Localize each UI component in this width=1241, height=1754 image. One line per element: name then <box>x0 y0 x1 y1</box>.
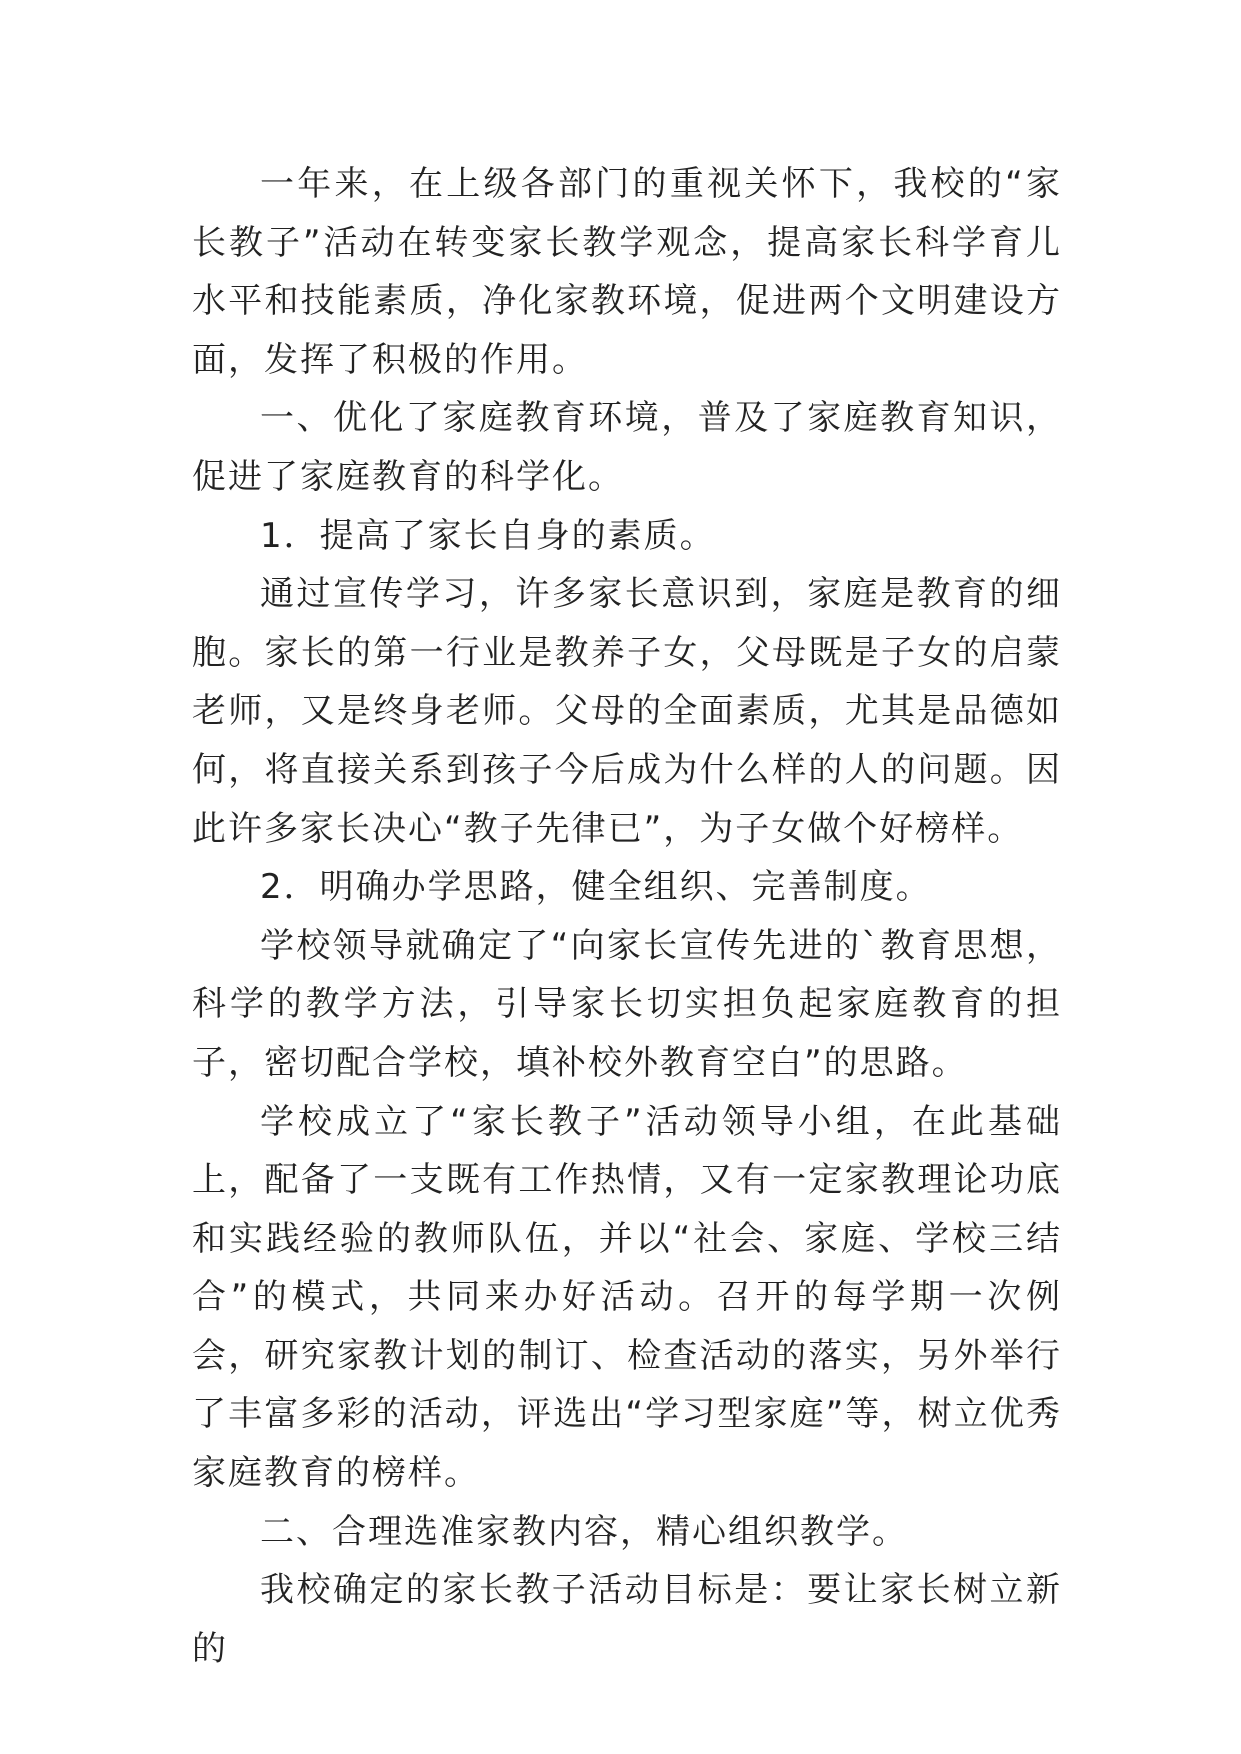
subsection-heading: 1．提高了家长自身的素质。 <box>260 515 716 556</box>
document-body <box>192 155 1062 1678</box>
section-heading: 一、优化了家庭教育环境，普及了家庭教育知识，促进了家庭教育的科学化。 <box>192 398 1062 497</box>
paragraph: 一年来，在上级各部门的重视关怀下，我校的“家长教子”活动在转变家长教学观念，提高家长科学育儿水平和技能素质，净化家教环境，促进两个文明建设方面，发挥了积极的作用。 <box>192 164 1062 380</box>
section-heading: 二、合理选准家教内容，精心组织教学。 <box>260 1511 908 1552</box>
paragraph: 我校确定的家长教子活动目标是：要让家长树立新的 <box>192 1570 1062 1669</box>
subsection-heading: 2．明确办学思路，健全组织、完善制度。 <box>260 867 932 908</box>
paragraph: 学校成立了“家长教子”活动领导小组，在此基础上，配备了一支既有工作热情，又有一定家教理论功底和实践经验的教师队伍，并以“社会、家庭、学校三结合”的模式，共同来办好活动。召开的每学期一次例会，研究家教计划的制订、检查活动的落实，另外举行了丰富多彩的活动，评选出“学习型家庭”等，树立优秀家庭教育的榜样。 <box>192 1101 1062 1494</box>
paragraph: 学校领导就确定了“向家长宣传先进的`教育思想，科学的教学方法，引导家长切实担负起家庭教育的担子，密切配合学校，填补校外教育空白”的思路。 <box>192 925 1062 1083</box>
paragraph: 通过宣传学习，许多家长意识到，家庭是教育的细胞。家长的第一行业是教养子女，父母既是子女的启蒙老师，又是终身老师。父母的全面素质，尤其是品德如何，将直接关系到孩子今后成为什么样的人的问题。因此许多家长决心“教子先律已”，为子女做个好榜样。 <box>192 574 1062 849</box>
